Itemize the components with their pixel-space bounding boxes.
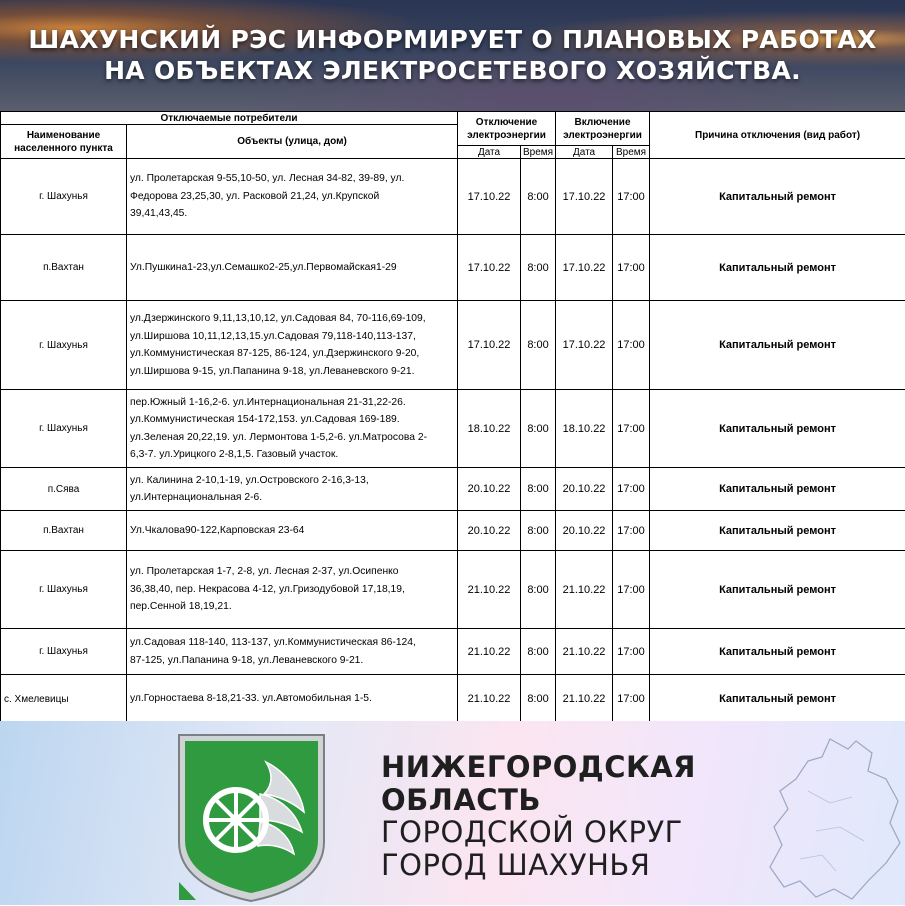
header-on-time: Время [613,146,650,159]
title-line-2: НА ОБЪЕКТАХ ЭЛЕКТРОСЕТЕВОГО ХОЗЯЙСТВА. [0,55,905,86]
objects-line: пер.Южный 1-16,2-6. ул.Интернациональная 21-31,22-26. [130,394,454,412]
objects-cell [127,390,458,468]
on-time-cell: 17:00 [613,390,650,468]
objects-cell [127,511,458,551]
objects-cell [127,675,458,724]
objects-line: ул. Пролетарская 9-55,10-50, ул. Лесная 34-82, 39-89, ул. [130,170,454,188]
locality-cell: г. Шахунья [1,390,127,468]
region-name [381,751,696,881]
objects-line: ул.Интернациональная 2-6. [130,489,454,507]
table-row [1,551,905,629]
header-on-date: Дата [556,146,613,159]
footer-line-2: ОБЛАСТЬ [381,784,696,817]
objects-line: Федорова 23,25,30, ул. Расковой 21,24, ул.Крупской [130,188,454,206]
header-locality: Наименование населенного пункта [1,125,127,159]
objects-line: 39,41,43,45. [130,205,454,223]
on-date-cell: 21.10.22 [556,675,613,724]
objects-line: 6,3-7. ул.Урицкого 2-8,1,5. Газовый участок. [130,446,454,464]
footer-line-1: НИЖЕГОРОДСКАЯ [381,751,696,784]
on-date-cell: 20.10.22 [556,511,613,551]
off-time-cell: 8:00 [521,301,556,390]
objects-line: ул.Ширшова 10,11,12,13,15.ул.Садовая 79,118-140,113-137, [130,328,454,346]
off-date-cell: 17.10.22 [458,159,521,235]
off-date-cell: 20.10.22 [458,511,521,551]
objects-line: ул.Зеленая 20,22,19. ул. Лермонтова 1-5,2-6. ул.Матросова 2- [130,429,454,447]
locality-cell: п.Вахтан [1,235,127,301]
on-time-cell: 17:00 [613,301,650,390]
objects-line: пер.Сенной 18,19,21. [130,598,454,616]
objects-line: ул.Коммунистическая 154-172,153. ул.Садовая 169-189. [130,411,454,429]
off-date-cell: 21.10.22 [458,551,521,629]
table-row [1,301,905,390]
coat-of-arms-icon [176,732,327,904]
on-date-cell: 21.10.22 [556,629,613,675]
locality-cell: п.Вахтан [1,511,127,551]
objects-line: 36,38,40, пер. Некрасова 4-12, ул.Гризодубовой 17,18,19, [130,581,454,599]
objects-line: ул.Садовая 118-140, 113-137, ул.Коммунистическая 86-124, [130,634,454,652]
objects-line: ул. Калинина 2-10,1-19, ул.Островского 2-16,3-13, [130,472,454,490]
locality-cell: с. Хмелевицы [1,675,127,724]
reason-cell: Капитальный ремонт [650,675,905,724]
objects-line: 87-125, ул.Папанина 9-18, ул.Леваневского 9-21. [130,652,454,670]
off-date-cell: 21.10.22 [458,675,521,724]
reason-cell: Капитальный ремонт [650,551,905,629]
reason-cell: Капитальный ремонт [650,235,905,301]
table-row [1,468,905,511]
objects-line: ул. Пролетарская 1-7, 2-8, ул. Лесная 2-37, ул.Осипенко [130,563,454,581]
region-map-icon [760,731,905,906]
objects-cell [127,551,458,629]
table-row [1,235,905,301]
on-time-cell: 17:00 [613,468,650,511]
header-consumers: Отключаемые потребители [1,112,458,125]
objects-line: ул.Дзержинского 9,11,13,10,12, ул.Садовая 84, 70-116,69-109, [130,310,454,328]
off-time-cell: 8:00 [521,390,556,468]
table-row [1,629,905,675]
footer-banner [0,721,905,905]
objects-cell [127,235,458,301]
header-reason: Причина отключения (вид работ) [650,112,905,159]
off-date-cell: 17.10.22 [458,301,521,390]
locality-cell: г. Шахунья [1,159,127,235]
on-date-cell: 18.10.22 [556,390,613,468]
objects-line: Ул.Пушкина1-23,ул.Семашко2-25,ул.Первомайская1-29 [130,259,454,277]
table-row [1,159,905,235]
on-date-cell: 17.10.22 [556,301,613,390]
title-line-1: ШАХУНСКИЙ РЭС ИНФОРМИРУЕТ О ПЛАНОВЫХ РАБОТАХ [0,24,905,55]
header-off-date: Дата [458,146,521,159]
header-banner [0,0,905,111]
locality-cell: г. Шахунья [1,629,127,675]
off-date-cell: 21.10.22 [458,629,521,675]
reason-cell: Капитальный ремонт [650,629,905,675]
objects-line: ул.Горностаева 8-18,21-33. ул.Автомобильная 1-5. [130,690,454,708]
on-date-cell: 17.10.22 [556,159,613,235]
objects-cell [127,468,458,511]
locality-cell: п.Сява [1,468,127,511]
header-objects: Объекты (улица, дом) [127,125,458,159]
objects-line: Ул.Чкалова90-122,Карповская 23-64 [130,522,454,540]
on-time-cell: 17:00 [613,235,650,301]
off-time-cell: 8:00 [521,511,556,551]
on-time-cell: 17:00 [613,511,650,551]
objects-line: ул.Ширшова 9-15, ул.Папанина 9-18, ул.Леваневского 9-21. [130,363,454,381]
table-row [1,511,905,551]
off-date-cell: 20.10.22 [458,468,521,511]
on-time-cell: 17:00 [613,551,650,629]
header-power-off: Отключение электроэнергии [458,112,556,146]
off-date-cell: 18.10.22 [458,390,521,468]
off-date-cell: 17.10.22 [458,235,521,301]
on-date-cell: 20.10.22 [556,468,613,511]
table-row [1,390,905,468]
reason-cell: Капитальный ремонт [650,159,905,235]
objects-cell [127,301,458,390]
off-time-cell: 8:00 [521,629,556,675]
footer-line-4: ГОРОД ШАХУНЬЯ [381,849,696,882]
locality-cell: г. Шахунья [1,551,127,629]
objects-cell [127,629,458,675]
reason-cell: Капитальный ремонт [650,301,905,390]
on-time-cell: 17:00 [613,629,650,675]
objects-line: ул.Коммунистическая 87-125, 86-124, ул.Дзержинского 9-20, [130,345,454,363]
reason-cell: Капитальный ремонт [650,511,905,551]
off-time-cell: 8:00 [521,159,556,235]
on-date-cell: 17.10.22 [556,235,613,301]
off-time-cell: 8:00 [521,675,556,724]
footer-line-3: ГОРОДСКОЙ ОКРУГ [381,816,696,849]
locality-cell: г. Шахунья [1,301,127,390]
on-date-cell: 21.10.22 [556,551,613,629]
off-time-cell: 8:00 [521,551,556,629]
objects-cell [127,159,458,235]
table-row [1,675,905,724]
off-time-cell: 8:00 [521,235,556,301]
on-time-cell: 17:00 [613,159,650,235]
page-title [0,24,905,86]
off-time-cell: 8:00 [521,468,556,511]
reason-cell: Капитальный ремонт [650,468,905,511]
outage-schedule-table [0,111,905,724]
header-off-time: Время [521,146,556,159]
on-time-cell: 17:00 [613,675,650,724]
header-power-on: Включение электроэнергии [556,112,650,146]
reason-cell: Капитальный ремонт [650,390,905,468]
